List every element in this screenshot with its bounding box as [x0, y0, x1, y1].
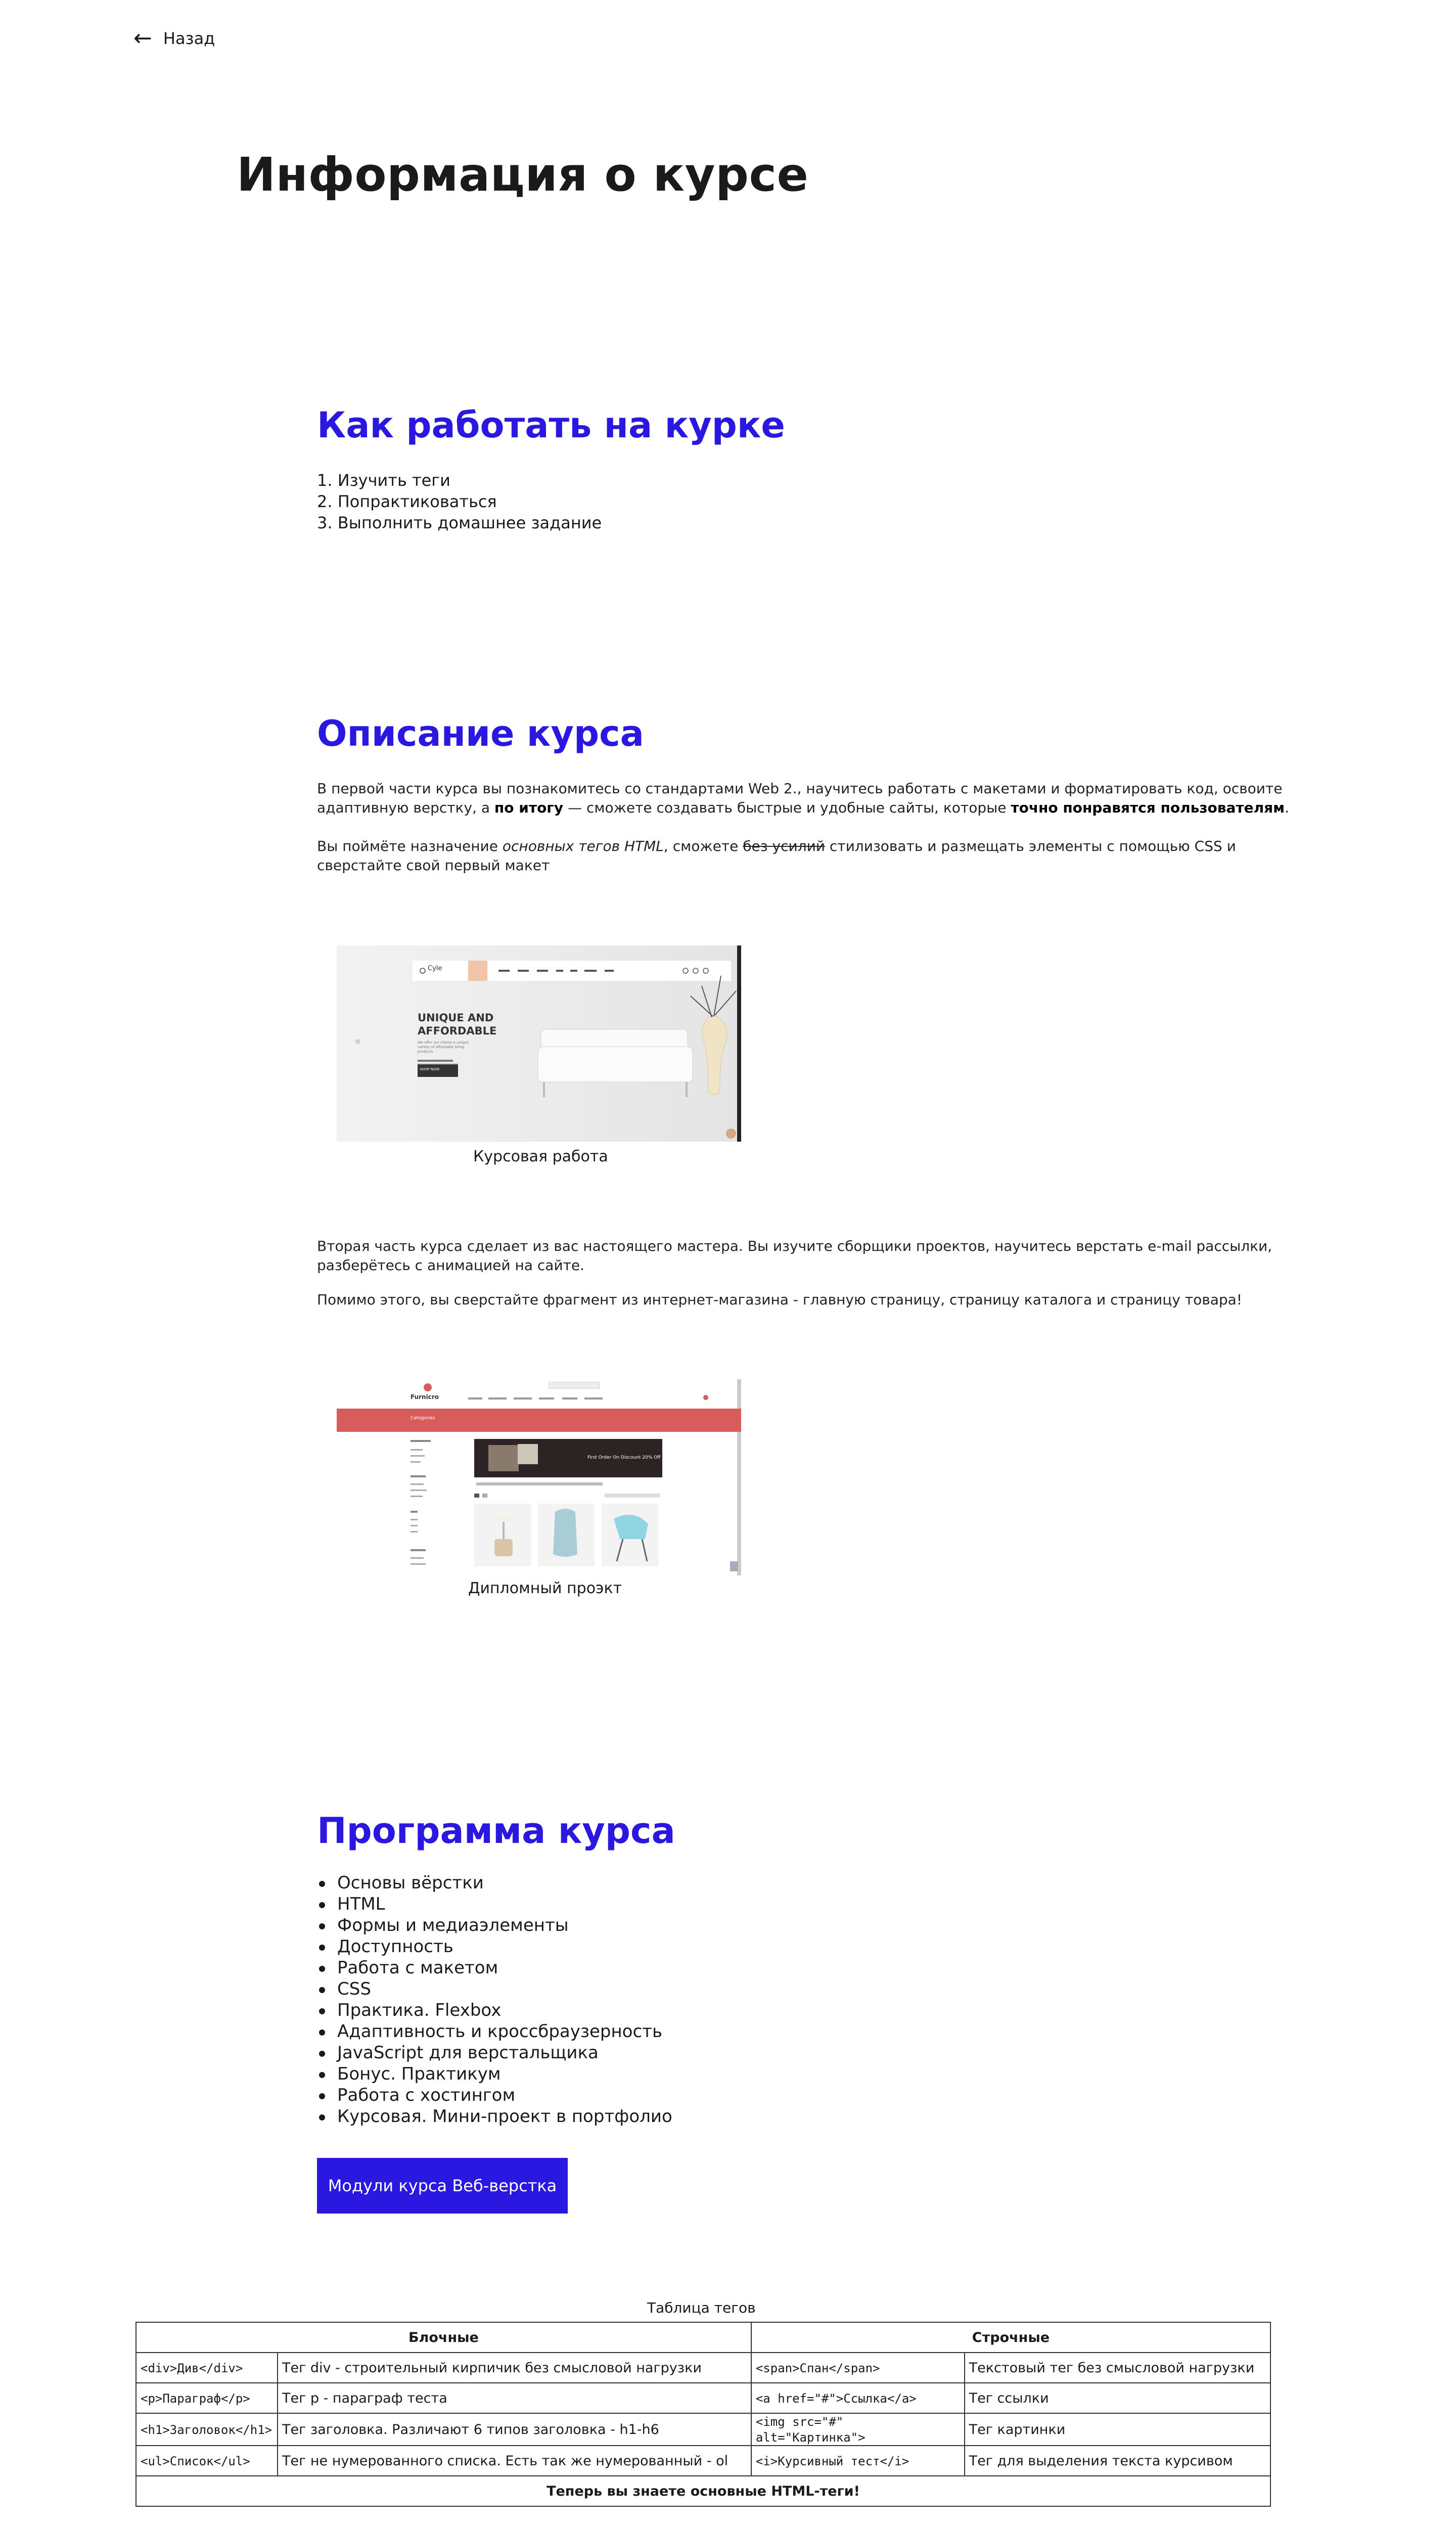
- list-item: CSS: [317, 1978, 672, 2000]
- list-item: Формы и медиаэлементы: [317, 1915, 672, 1936]
- list-item: 3. Выполнить домашнее задание: [317, 513, 602, 532]
- coursework-preview-button: SHOP NOW: [420, 1067, 440, 1071]
- list-item: Работа с макетом: [317, 1957, 672, 1978]
- inline-tag-code: <span>Спан</span>: [751, 2353, 965, 2383]
- inline-tag-code: <i>Курсивный тест</i>: [751, 2446, 965, 2476]
- table-row: [136, 2413, 1270, 2446]
- tags-table-caption: Таблица тегов: [647, 2299, 756, 2316]
- page-title: Информация о курсе: [237, 148, 809, 202]
- arrow-left-icon: ←: [133, 25, 152, 51]
- course-modules-button[interactable]: Модули курса Веб-верстка: [317, 2158, 568, 2214]
- list-item: Адаптивность и кроссбраузерность: [317, 2021, 672, 2042]
- coursework-screenshot: [337, 945, 741, 1142]
- list-item: 2. Попрактиковаться: [317, 492, 497, 511]
- table-footer: Теперь вы знаете основные HTML-теги!: [136, 2476, 1270, 2506]
- column-header-block: Блочные: [136, 2322, 751, 2353]
- diploma-figure: [337, 1379, 741, 1597]
- coursework-preview-headline: UNIQUE AND AFFORDABLE: [418, 1012, 497, 1037]
- diploma-preview-bar-title: Categories: [411, 1416, 435, 1421]
- coursework-caption: Курсовая работа: [473, 1148, 608, 1165]
- description-title: Описание курса: [317, 713, 644, 754]
- list-item: HTML: [317, 1893, 672, 1915]
- coursework-preview-logo: Cyle: [428, 965, 442, 972]
- block-tag-code: <div>Див</div>: [136, 2353, 278, 2383]
- list-item: JavaScript для верстальщика: [317, 2042, 672, 2063]
- list-item: Практика. Flexbox: [317, 2000, 672, 2021]
- block-tag-description: Тег div - строительный кирпичик без смысловой нагрузки: [278, 2353, 751, 2383]
- block-tag-description: Тег p - параграф теста: [278, 2383, 751, 2413]
- table-row: [136, 2353, 1270, 2383]
- table-row: [136, 2383, 1270, 2413]
- coursework-preview-sub: We offer our clients a unique variety of affordable living products: [418, 1041, 469, 1054]
- column-header-inline: Строчные: [751, 2322, 1270, 2353]
- table-header-row: [136, 2322, 1270, 2353]
- description-paragraph-1: В первой части курса вы познакомитесь со стандартами Web 2., научитесь работать с макетами и форматировать код, освоите адаптивную верстку, а по итогу — сможете создавать быстрые и удобные сайты, которые точно понравятся пользователям.: [317, 780, 1289, 816]
- diploma-preview-logo: Furnicro: [411, 1393, 439, 1401]
- table-footer-row: [136, 2476, 1270, 2506]
- block-tag-description: Тег не нумерованного списка. Есть так же нумерованный - ol: [278, 2446, 751, 2476]
- list-item: Работа с хостингом: [317, 2085, 672, 2106]
- block-tag-code: <p>Параграф</p>: [136, 2383, 278, 2413]
- list-item: Доступность: [317, 1936, 672, 1957]
- description-paragraph-4: Помимо этого, вы сверстайте фрагмент из интернет-магазина - главную страницу, страницу каталога и страницу товара!: [317, 1291, 1243, 1308]
- list-item: Основы вёрстки: [317, 1872, 672, 1893]
- block-tag-code: <ul>Список</ul>: [136, 2446, 278, 2476]
- back-link[interactable]: [133, 27, 215, 50]
- inline-tag-code: <img src="#" alt="Картинка">: [751, 2413, 965, 2446]
- diploma-screenshot: [337, 1379, 741, 1575]
- description-paragraph-3: Вторая часть курса сделает из вас настоящего мастера. Вы изучите сборщики проектов, научитесь верстать e-mail рассылки, разберётесь с анимацией на сайте.: [317, 1238, 1272, 1274]
- block-tag-code: <h1>Заголовок</h1>: [136, 2413, 278, 2446]
- coursework-preview-image: [337, 945, 741, 1142]
- how-to-work-title: Как работать на курке: [317, 404, 785, 446]
- inline-tag-description: Тег картинки: [965, 2413, 1270, 2446]
- program-title: Программа курса: [317, 1810, 675, 1852]
- diploma-preview-image: [337, 1379, 741, 1575]
- inline-tag-description: Тег для выделения текста курсивом: [965, 2446, 1270, 2476]
- inline-tag-code: <a href="#">Ссылка</a>: [751, 2383, 965, 2413]
- description-paragraph-2: Вы поймёте назначение основных тегов HTML, сможете без усилий стилизовать и размещать элементы с помощью CSS и сверстайте свой первый макет: [317, 838, 1236, 874]
- list-item: 1. Изучить теги: [317, 471, 450, 490]
- table-row: [136, 2446, 1270, 2476]
- list-item: Бонус. Практикум: [317, 2063, 672, 2085]
- back-label: Назад: [163, 29, 215, 48]
- block-tag-description: Тег заголовка. Различают 6 типов заголовка - h1-h6: [278, 2413, 751, 2446]
- inline-tag-description: Текстовый тег без смысловой нагрузки: [965, 2353, 1270, 2383]
- coursework-figure: [337, 945, 741, 1165]
- diploma-preview-banner: First Order On Discount 20% Off: [587, 1455, 661, 1460]
- diploma-caption: Дипломный проэкт: [468, 1579, 622, 1597]
- tags-table: [135, 2322, 1271, 2507]
- program-list: [317, 1872, 672, 2127]
- list-item: Курсовая. Мини-проект в портфолио: [317, 2106, 672, 2127]
- how-to-work-steps: [317, 470, 602, 533]
- inline-tag-description: Тег ссылки: [965, 2383, 1270, 2413]
